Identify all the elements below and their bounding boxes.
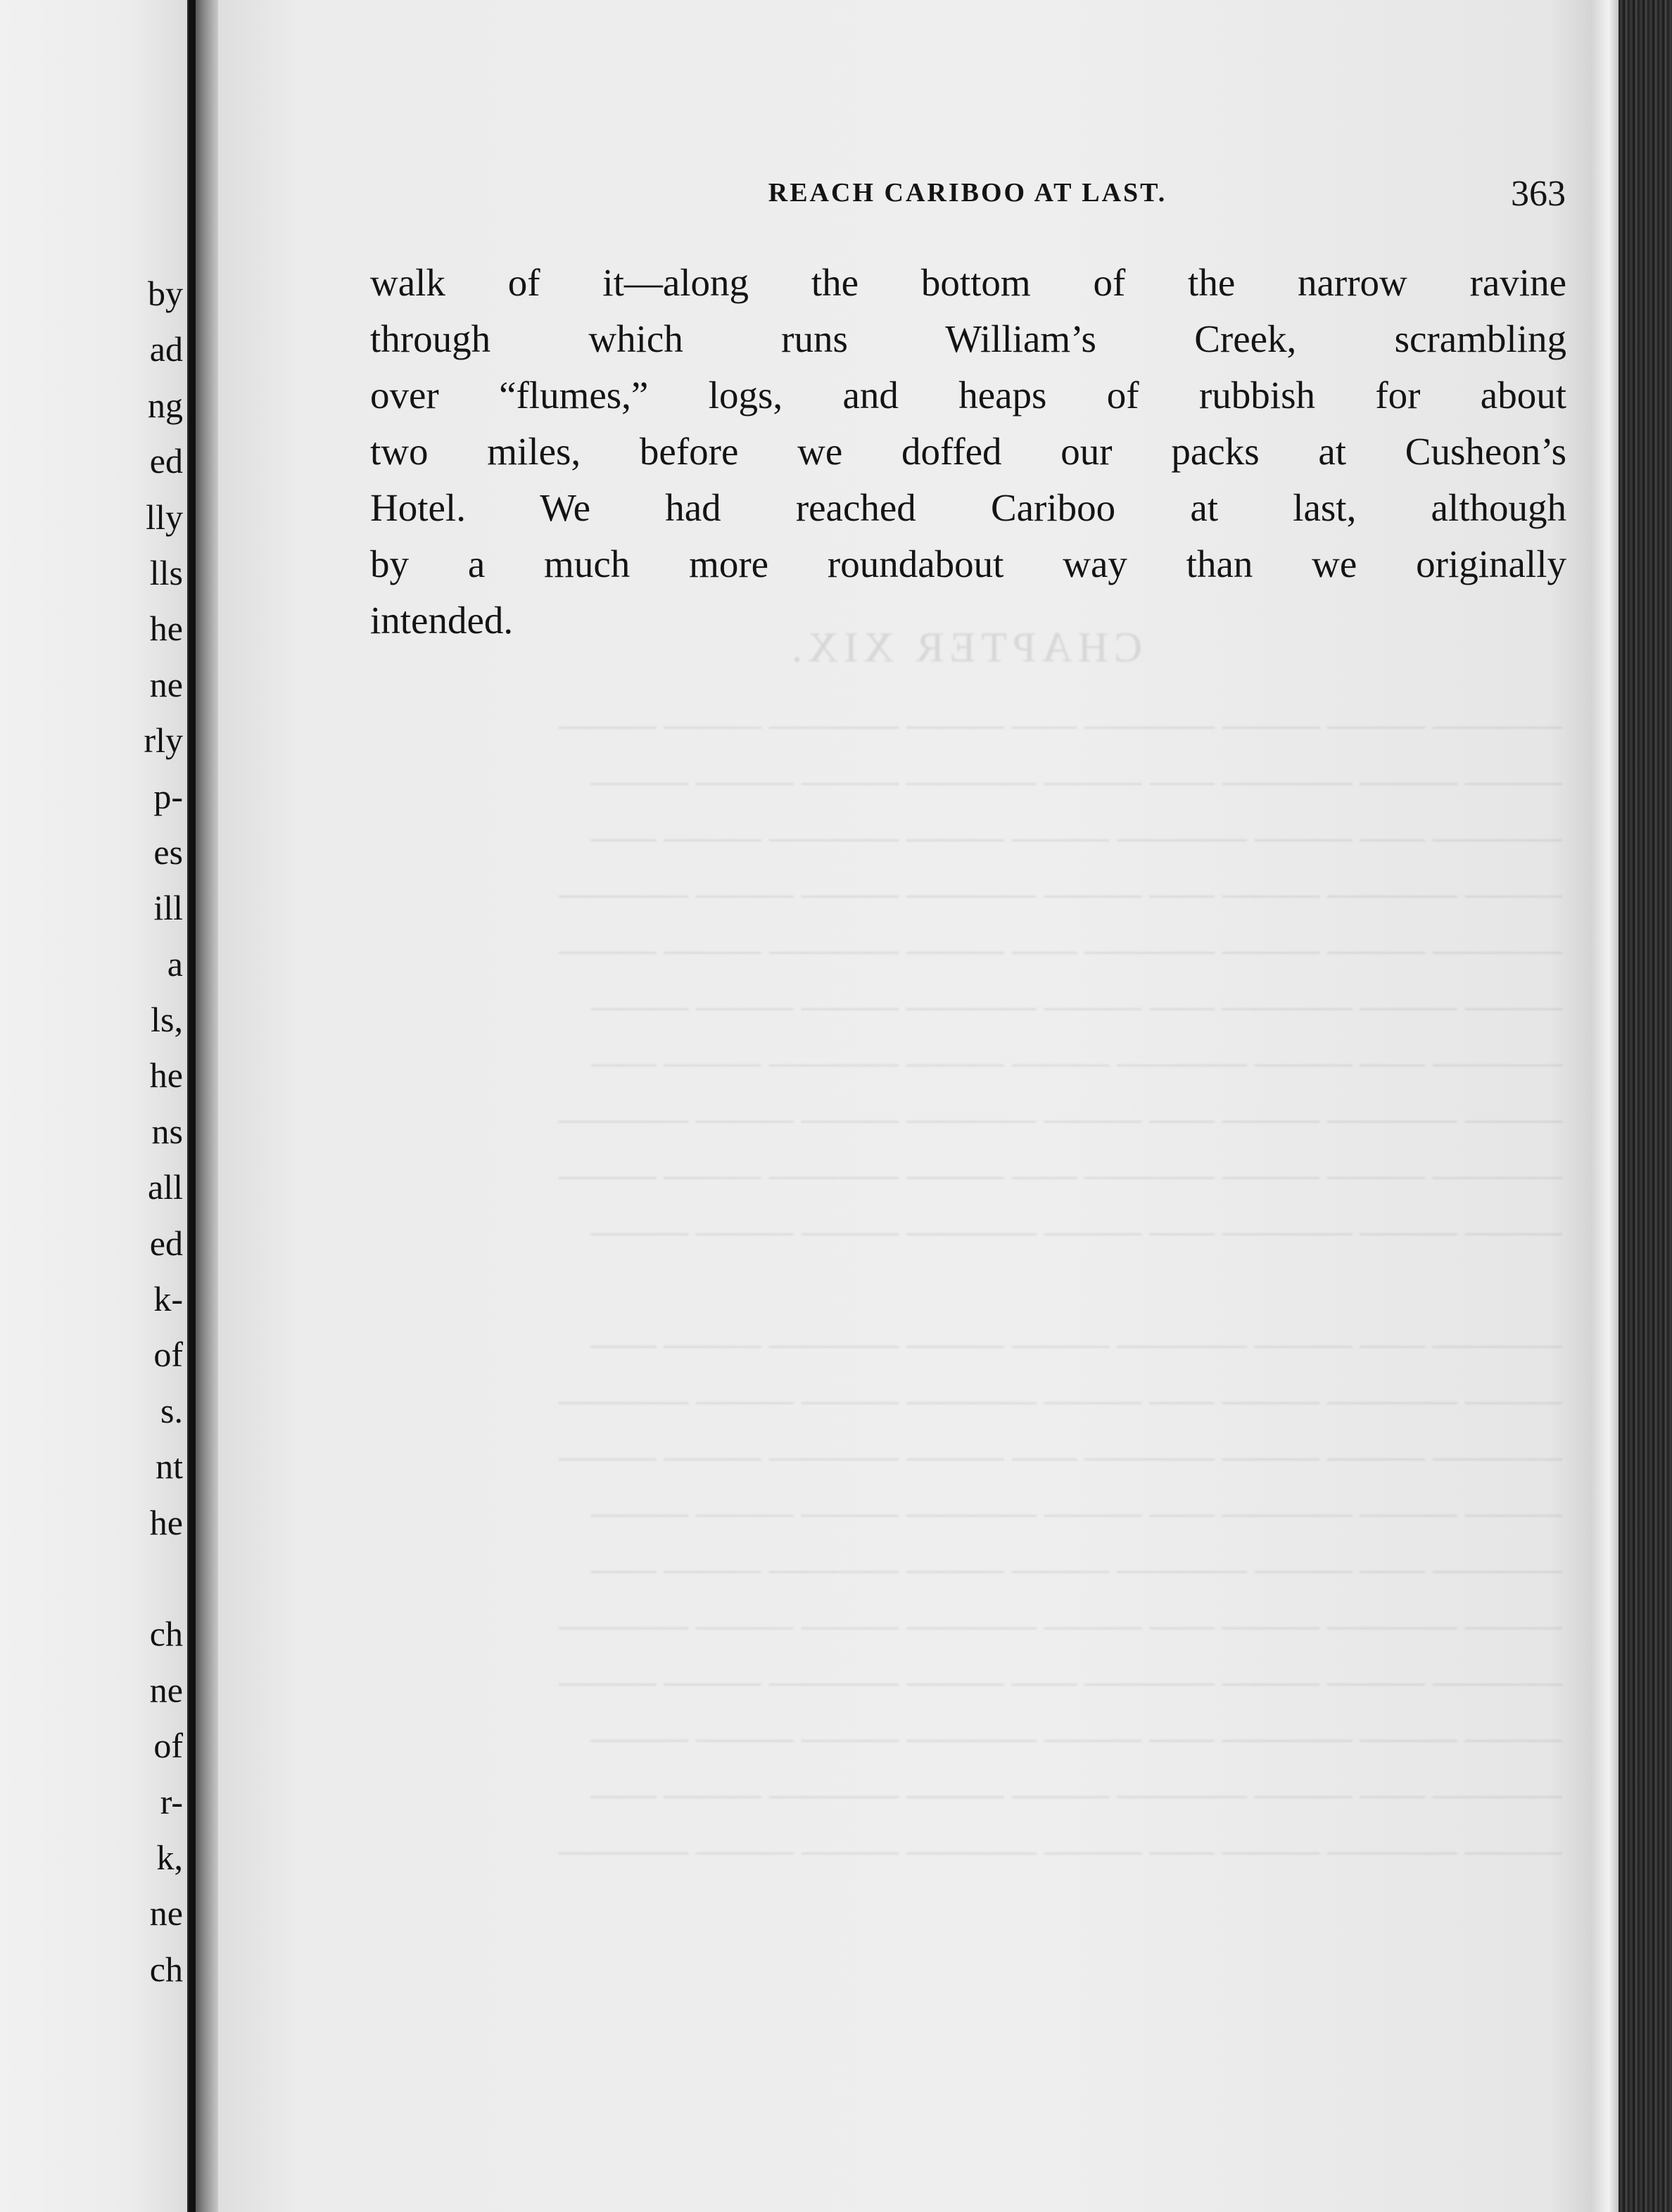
facing-page-line-endings [144, 266, 183, 1997]
text-line: over “flumes,” logs, and heaps of rubbish for about [370, 374, 1566, 417]
line-fragment: by [148, 274, 183, 313]
line-gap [144, 1551, 183, 1606]
line-fragment: lly [146, 497, 183, 537]
line-fragment: ch [149, 1949, 183, 1989]
text-line: intended. [370, 599, 514, 642]
running-head-title: REACH CARIBOO AT LAST. [768, 178, 1167, 208]
text-line: walk of it—along the bottom of the narrow ravine [370, 261, 1566, 304]
line-fragment: ne [149, 664, 183, 704]
gutter-shadow [189, 0, 196, 2212]
line-fragment: es [153, 832, 183, 872]
line-fragment: k, [156, 1837, 183, 1877]
line-fragment: ne [149, 1893, 183, 1933]
text-line: two miles, before we doffed our packs at Cusheon’s [370, 430, 1566, 473]
line-fragment: all [148, 1167, 183, 1207]
bleed-through-texture: CHAPTER XIX. ———— ——— ——— ———— —— ——— ———— ——— ——— ——— ——— ———— —— ——— ———— ——— ——— ——— ———— —— ——— ———— ——— ——— ———— ——— —— ——— ———— ——— —— ——— ———— ——— ——— ———— ———— ——— ——— ———— —— ——— ———— ——— ——— ——— ——— ———— —— ——— ———— ——— ——— ——— ———— —— ——— ———— ——— ——— ———— ——— —— ——— ———— ——— —— ——— ———— ——— ——— ———— ———— ——— ——— ———— —— ——— ———— ——— ——— ——— ——— ———— —— ——— ———— ——— ——— ——— ———— —— ——— ———— ——— ——— ———— ——— —— ——— ———— ——— —— ——— ———— ——— ——— ———— ———— ——— ——— ———— —— ——— ———— ——— ——— ——— ——— ———— —— ——— ———— ——— ——— ——— ———— —— ——— ———— ——— ——— ———— ——— —— ——— ———— ——— —— ——— ———— ——— ——— ———— ———— ——— ——— ———— —— ——— ———— ——— ——— ——— ——— ———— —— ——— ———— ——— ——— ——— ———— —— ——— ———— ——— ——— ———— ——— —— ——— ———— ——— —— ——— ———— ——— ——— ———— [559, 624, 1562, 1868]
text-line: Hotel. We had reached Cariboo at last, although [370, 486, 1566, 529]
line-fragment: ng [148, 385, 183, 425]
text-line: through which runs William’s Creek, scrambling [370, 317, 1566, 360]
book-page [218, 0, 1604, 2212]
line-fragment: of [153, 1726, 183, 1766]
line-fragment: a [167, 943, 183, 984]
page-number: 363 [1511, 174, 1566, 214]
facing-page-edge [0, 0, 189, 2212]
line-fragment: of [153, 1335, 183, 1375]
running-header [369, 173, 1566, 215]
line-fragment: he [149, 1055, 183, 1095]
line-fragment: ns [151, 1111, 183, 1151]
line-fragment: ls, [151, 1000, 183, 1040]
text-line: by a much more roundabout way than we originally [370, 542, 1566, 585]
line-fragment: ed [149, 441, 183, 481]
body-text [370, 255, 1566, 649]
line-fragment: lls [149, 552, 183, 592]
line-fragment: ill [153, 888, 183, 928]
line-fragment: ch [149, 1614, 183, 1654]
line-fragment: k- [153, 1279, 183, 1319]
line-fragment: s. [160, 1390, 183, 1430]
line-fragment: nt [156, 1447, 183, 1487]
line-fragment: rly [144, 720, 183, 761]
line-fragment: he [149, 609, 183, 649]
line-fragment: he [149, 1502, 183, 1542]
line-fragment: p- [153, 776, 183, 816]
page-stack-edge [1592, 0, 1620, 2212]
line-fragment: ed [149, 1223, 183, 1263]
line-fragment: r- [160, 1781, 183, 1822]
line-fragment: ne [149, 1670, 183, 1710]
line-fragment: ad [149, 329, 183, 369]
book-binding-edge [1619, 0, 1672, 2212]
